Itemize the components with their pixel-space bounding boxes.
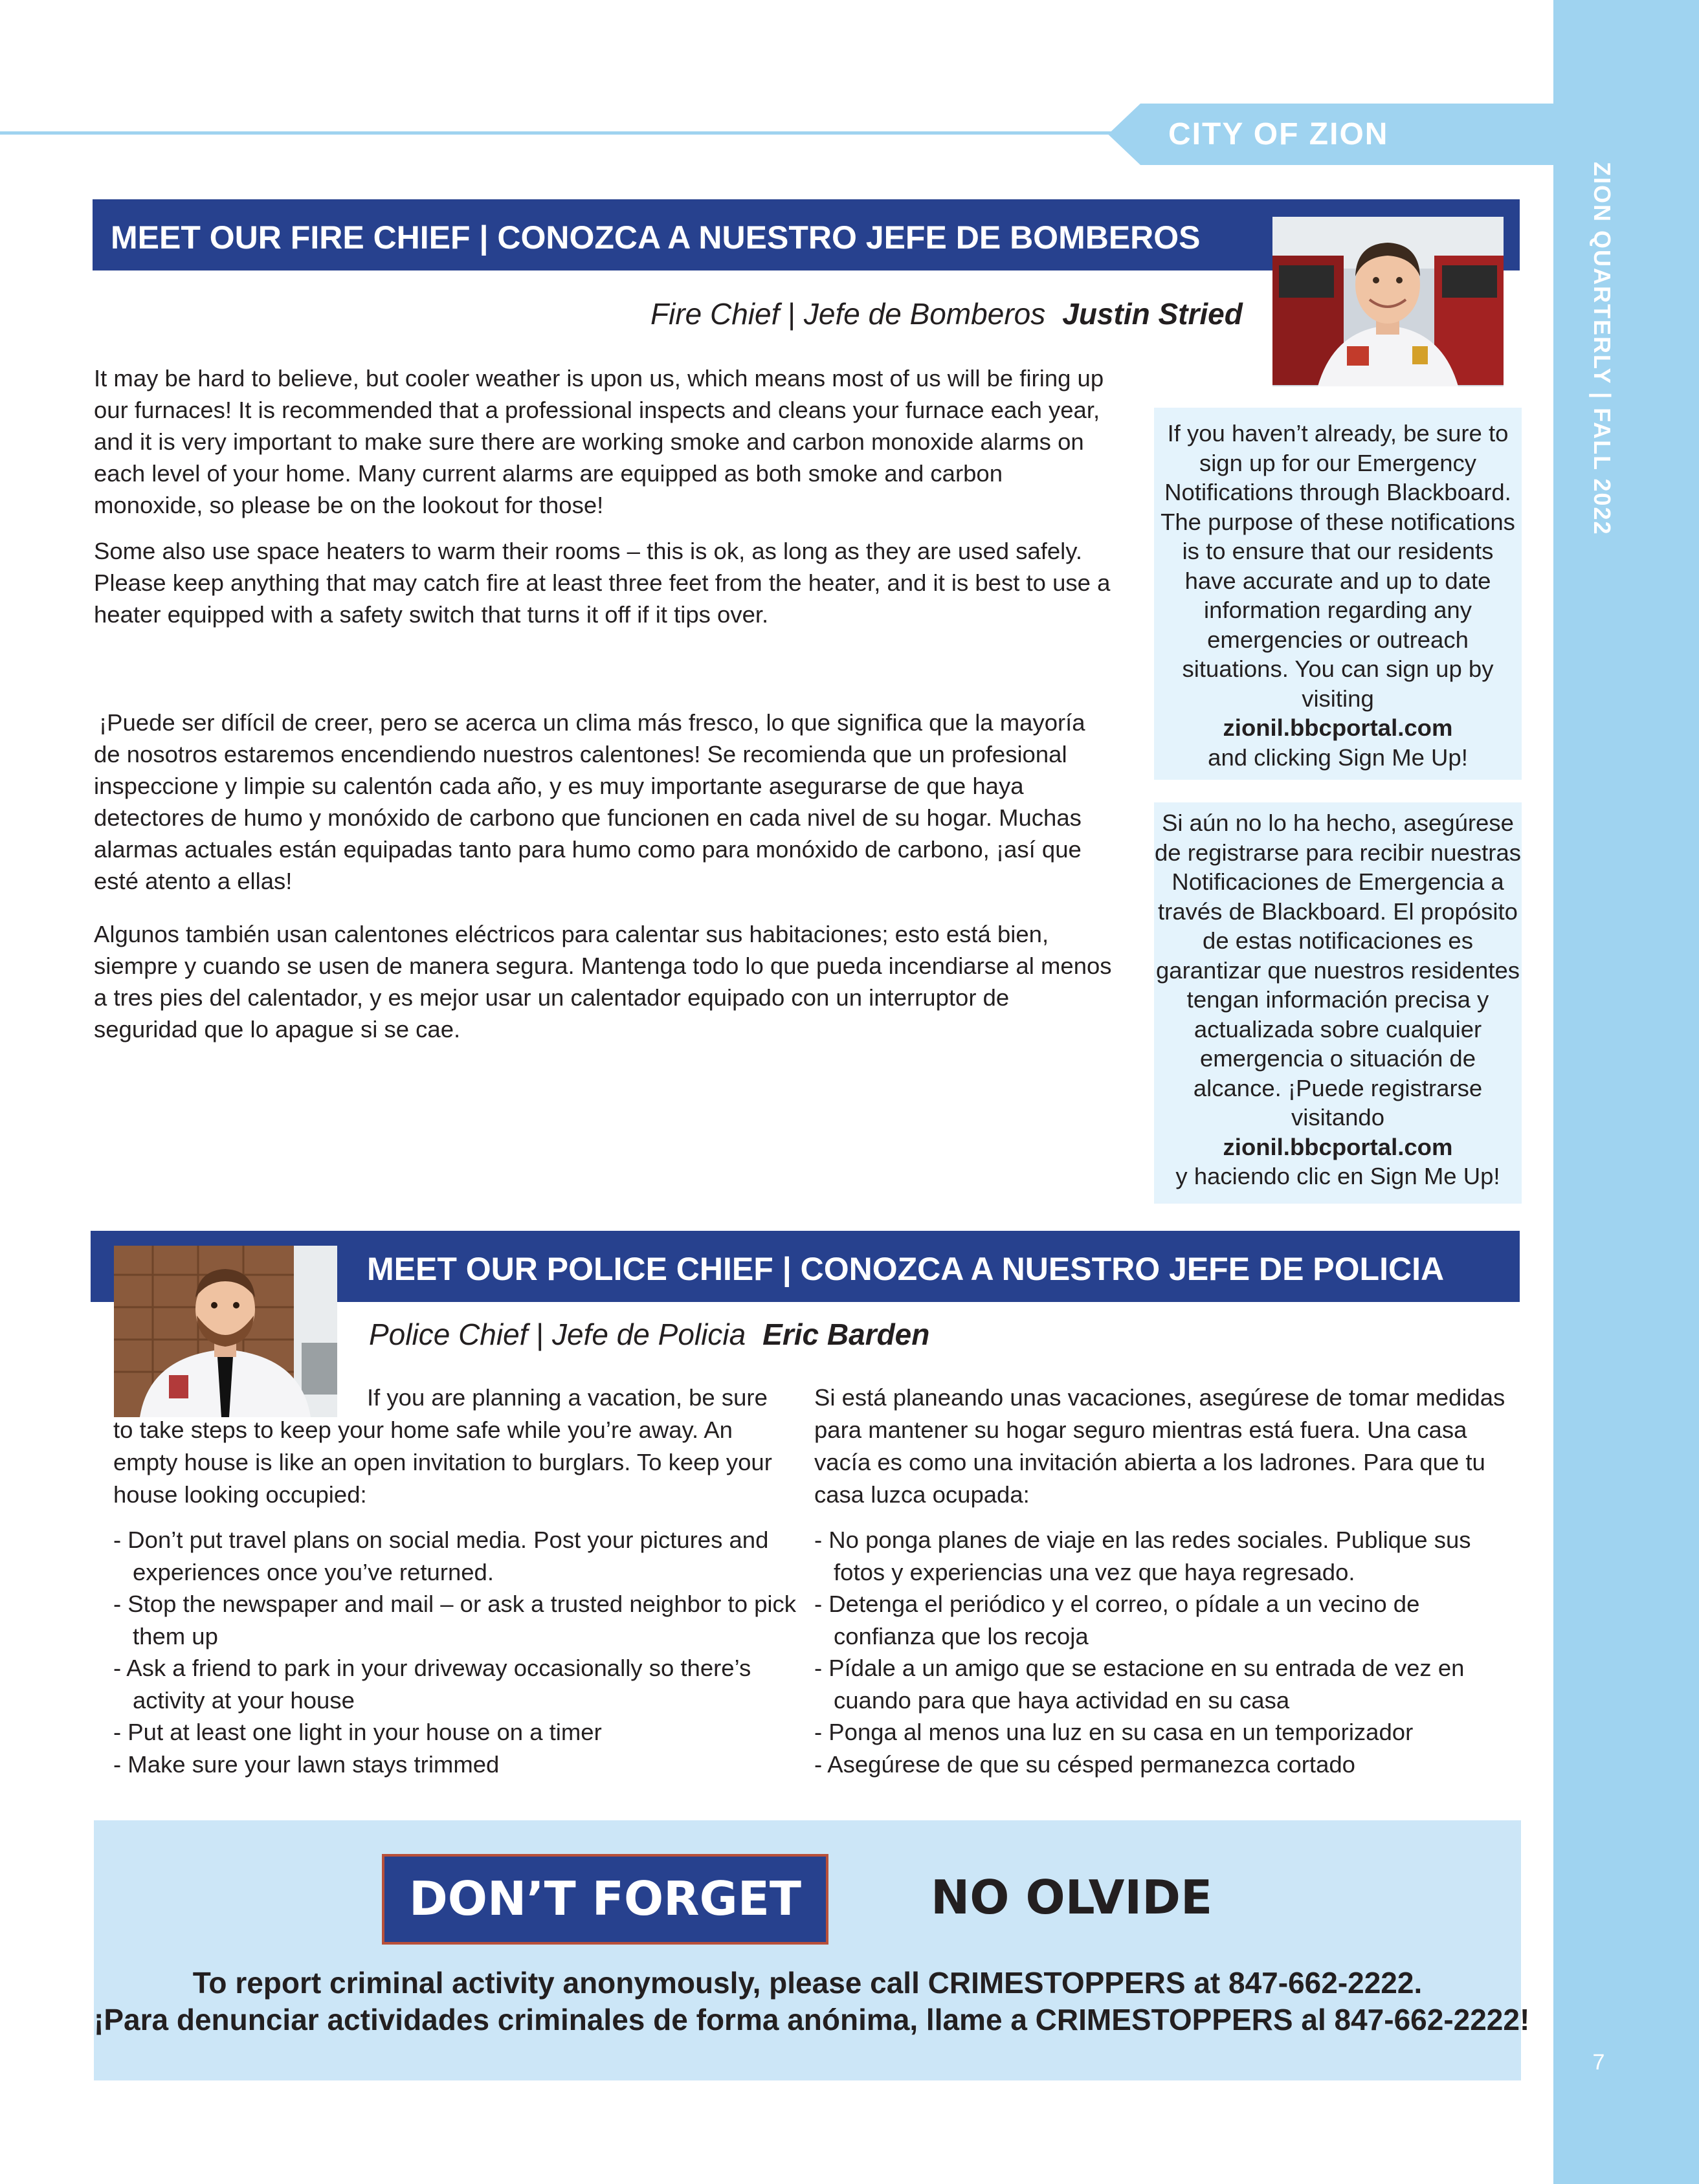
emergency-notice-es [1154, 802, 1522, 1204]
police-heading: MEET OUR POLICE CHIEF | CONOZCA A NUESTRO JEFE DE POLICIA [91, 1231, 1520, 1302]
crimestoppers-line-es: ¡Para denunciar actividades criminales de forma anónima, llame a CRIMESTOPPERS al 847-662-2222! [94, 2003, 1530, 2036]
list-item: - Ask a friend to park in your driveway occasionally so there’s activity at your house [113, 1655, 751, 1714]
page-number: 7 [1592, 2050, 1605, 2075]
notice-en-tail: and clicking Sign Me Up! [1208, 744, 1468, 771]
sidebar-band [1553, 0, 1699, 2184]
list-item: - Pídale a un amigo que se estacione en su entrada de vez en cuando para que haya actividad en su casa [814, 1655, 1465, 1714]
fire-role-en: Fire Chief [650, 297, 780, 331]
police-intro-en: If you are planning a vacation, be sure to take steps to keep your home safe while you’re away. An empty house is like an open invitation to burglars. To keep your house looking occupied: [113, 1384, 772, 1508]
fire-role-es: Jefe de Bomberos [803, 297, 1046, 331]
notice-en-link[interactable]: zionil.bbcportal.com [1223, 714, 1453, 741]
police-chief-name: Eric Barden [762, 1318, 930, 1351]
police-chief-role [369, 1317, 929, 1352]
city-name: CITY OF ZION [1168, 117, 1389, 151]
role-separator: | [788, 297, 796, 331]
publication-title: ZION QUARTERLY | FALL 2022 [1589, 162, 1616, 536]
police-tips-en [113, 1524, 799, 1780]
fire-heading: MEET OUR FIRE CHIEF | CONOZCA A NUESTRO JEFE DE BOMBEROS [93, 199, 1520, 270]
notice-es-text: Si aún no lo ha hecho, asegúrese de registrarse para recibir nuestras Notificaciones de Emergencia a través de Blackboard. El propósito de estas notificaciones es garantizar que nuestros residentes tengan información precisa y actualizada sobre cualquier emergencia o situación de alcance. ¡Puede registrarse visitando [1155, 810, 1521, 1131]
list-item: - Stop the newspaper and mail – or ask a trusted neighbor to pick them up [113, 1591, 797, 1649]
fire-chief-photo [1272, 217, 1504, 386]
list-item: - Detenga el periódico y el correo, o pídale a un vecino de confianza que los recoja [814, 1591, 1420, 1649]
notice-es-tail: y haciendo clic en Sign Me Up! [1175, 1163, 1500, 1189]
top-rule [0, 131, 1126, 135]
list-item: - Make sure your lawn stays trimmed [113, 1750, 500, 1778]
list-item: - Put at least one light in your house on a timer [113, 1719, 602, 1745]
list-item: - No ponga planes de viaje en las redes sociales. Publique sus fotos y experiencias una vez que haya regresado. [814, 1527, 1471, 1585]
police-tips-es [814, 1524, 1513, 1780]
fire-paragraph-en-2: Some also use space heaters to warm their rooms – this is ok, as long as they are used safely. Please keep anything that may catch fire at least three feet from the heater, and it is best to use a heater equipped with a safety switch that turns it off if it tips over. [94, 538, 1111, 628]
fire-chief-name: Justin Stried [1062, 297, 1243, 331]
notice-en-text: If you haven’t already, be sure to sign up for our Emergency Notifications through Blackboard. The purpose of these notifications is to ensure that our residents have accurate and up to date information regarding any emergencies or outreach situations. You can sign up by visiting [1160, 420, 1515, 712]
fire-paragraph-en-1: It may be hard to believe, but cooler weather is upon us, which means most of us will be firing up our furnaces! It is recommended that a professional inspects and cleans your furnace each year, and it is very important to make sure there are working smoke and carbon monoxide alarms on each level of your home. Many current alarms are equipped as both smoke and carbon monoxide, so please be on the lookout for those! [94, 365, 1104, 518]
fire-chief-role [650, 296, 1243, 331]
fire-paragraph-es-1: ¡Puede ser difícil de creer, pero se acerca un clima más fresco, lo que significa que la mayoría de nosotros estaremos encendiendo nuestros calentones! Se recomienda que un profesional inspeccione y limpie su calentón cada año, y es muy importante asegurarse de que haya detectores de humo y monóxido de carbono que funcionen en cada nivel de su hogar. Muchas alarmas actuales están equipadas tanto para humo como para monóxido de carbono, ¡así que esté atento a ellas! [94, 709, 1085, 894]
list-item: - Don’t put travel plans on social media. Post your pictures and experiences once you’ve returned. [113, 1527, 769, 1585]
list-item: - Asegúrese de que su césped permanezca cortado [814, 1750, 1355, 1778]
crimestoppers-line-en: To report criminal activity anonymously, please call CRIMESTOPPERS at 847-662-2222. [192, 1966, 1423, 2000]
emergency-notice-en [1154, 408, 1522, 780]
dont-forget-box: DON’T FORGET [382, 1854, 828, 1945]
notice-es-link[interactable]: zionil.bbcportal.com [1223, 1133, 1453, 1160]
fire-paragraph-es-2: Algunos también usan calentones eléctricos para calentar sus habitaciones; esto está bien, siempre y cuando se usen de manera segura. Mantenga todo lo que pueda incendiarse al menos a tres pies del calentador, y es mejor usar un calentador equipado con un interruptor de seguridad que lo apague si se cae. [94, 921, 1112, 1042]
police-role-en: Police Chief [369, 1318, 528, 1351]
no-olvide-heading: NO OLVIDE [931, 1870, 1213, 1925]
list-item: - Ponga al menos una luz en su casa en un temporizador [814, 1719, 1414, 1745]
police-intro-es: Si está planeando unas vacaciones, asegúrese de tomar medidas para mantener su hogar seguro mientras está fuera. Una casa vacía es como una invitación abierta a los ladrones. Para que tu casa luzca ocupada: [814, 1384, 1505, 1508]
police-role-es: Jefe de Policia [551, 1318, 746, 1351]
role-separator: | [536, 1318, 544, 1351]
